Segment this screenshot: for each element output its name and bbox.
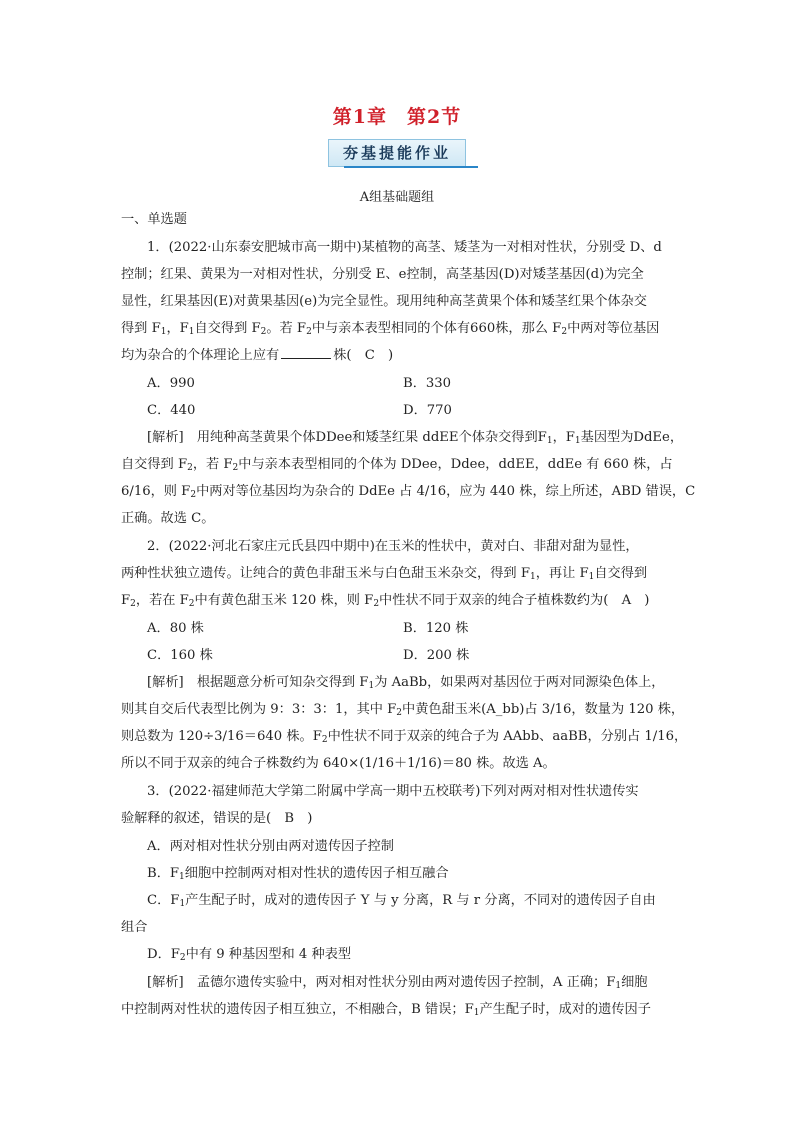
text: 中控制两对性状的遗传因子相互独立，不相融合，B 错误；F [121,1002,474,1017]
text: 均为杂合的个体理论上应有 [121,348,280,363]
text: ，再让 F [535,566,589,581]
subscript: 1 [546,436,553,446]
q3-line-1: 3．(2022·福建师范大学第二附属中学高一期中五校联考)下列对两对相对性状遗传实 [147,784,639,799]
q3-explain-1 [147,973,647,996]
text: 株( C ) [333,348,394,363]
q3-explain-2 [121,1000,651,1023]
subscript: 2 [130,599,136,609]
text: 中与亲本表型相同的个体为 DDee，Ddee，ddEE，ddEe 有 660 株，占 [238,457,673,472]
text: 产生配子时，成对的遗传因子 [479,1002,651,1017]
text: 自交得到 F [194,321,261,336]
text: 基因型为DdEe， [580,430,684,445]
text: 中性状不同于双亲的纯合子为 AAbb、aaBB，分别占 1/16， [327,729,688,744]
subscript: 1 [368,681,375,691]
subscript: 2 [260,327,267,337]
q2-line-1: 2．(2022·河北石家庄元氏县四中期中)在玉米的性状中，黄对白、非甜对甜为显性， [147,539,639,554]
text: ，F [166,321,189,336]
q2-option-c: C．160 株 [147,648,213,663]
q1-option-a: A．990 [147,376,195,391]
q1-explain-3 [121,482,695,505]
text: 中与亲本表型相同的个体有660株，那么 F [311,321,562,336]
q3-line-2: 验解释的叙述，错误的是( B ) [121,811,313,826]
q2-option-b: B．120 株 [403,621,469,636]
q2-explain-2 [121,700,684,723]
q2-option-d: D．200 株 [403,648,470,663]
text: 产生配子时，成对的遗传因子 Y 与 y 分离，R 与 r 分离，不同对的遗传因子自由 [185,893,656,908]
text: 中性状不同于双亲的纯合子植株数约为( A ) [379,593,650,608]
subscript: 1 [529,572,536,582]
subscript: 2 [187,463,193,473]
q2-explain-3 [121,727,687,750]
q1-explain-2 [121,455,673,478]
text: 自交得到 [594,566,648,581]
subscript: 2 [306,327,312,337]
subscript: 2 [232,463,239,473]
q2-option-a: A．80 株 [147,621,204,636]
subscript: 1 [179,899,186,909]
text: 为 AaBb，如果两对基因位于两对同源染色体上， [374,675,665,690]
text: 得到 F [121,321,161,336]
q3-option-a: A．两对相对性状分别由两对遗传因子控制 [147,839,394,854]
text: ，F [552,430,575,445]
text: [解析] 根据题意分析可知杂交得到 F [147,675,369,690]
q1-option-b: B．330 [403,376,452,391]
q1-line-3: 显性，红果基因(E)对黄果基因(e)为完全显性。现用纯种高茎黄果个体和矮茎红果个体杂交 [121,294,647,309]
text: 两种性状独立遗传。让纯合的黄色非甜玉米与白色甜玉米杂交，得到 F [121,566,530,581]
subscript: 2 [188,599,195,609]
q2-line-3 [121,591,649,614]
text: 自交得到 F [121,457,188,472]
text: 。若 F [266,321,307,336]
q1-explain-4: 正确。故选 C。 [121,511,215,526]
subscript: 1 [160,327,167,337]
q3-option-d [147,945,351,968]
q3-option-c-cont: 组合 [121,920,148,935]
text: ，若 F [192,457,233,472]
section-title: 一、单选题 [121,212,187,227]
homework-banner: 夯基提能作业 [328,139,466,167]
text: 细胞中控制两对相对性状的遗传因子相互融合 [184,866,449,881]
subscript: 1 [615,981,622,991]
q2-explain-1 [147,673,664,696]
q1-option-d: D．770 [403,403,452,418]
subscript: 1 [574,436,581,446]
q1-line-4 [121,319,659,342]
q1-explain-1 [147,428,683,451]
q2-explain-4: 所以不同于双亲的纯合子株数约为 640×(1/16＋1/16)＝80 株。故选 A。 [121,756,556,771]
text: 中黄色甜玉米(A_bb)占 3/16，数量为 120 株， [402,702,685,717]
text: 6/16，则 F [121,484,191,499]
q3-option-b [147,864,449,887]
q1-option-c: C．440 [147,403,196,418]
text: 则其自交后代表型比例为 9：3：3：1，其中 F [121,702,397,717]
subscript: 2 [561,327,568,337]
text: 中有 9 种基因型和 4 种表型 [185,947,352,962]
banner-underline [344,166,478,168]
subscript: 1 [588,572,595,582]
subscript: 1 [188,327,195,337]
q1-line-1: 1．(2022·山东泰安肥城市高一期中)某植物的高茎、矮茎为一对相对性状，分别受 D、d [147,240,662,255]
answer-blank [281,346,331,359]
text: 中两对等位基因 [567,321,660,336]
subscript: 2 [321,735,328,745]
text: ，若在 F [135,593,189,608]
text: F [121,593,131,608]
text: 中两对等位基因均为杂合的 DdEe 占 4/16，应为 440 株，综上所述，ABD 错误，C [196,484,696,499]
text: [解析] 用纯种高茎黄果个体DDee和矮茎红果 ddEE个体杂交得到F [147,430,547,445]
subscript: 2 [190,490,197,500]
text: D．F [147,947,180,962]
text: 中有黄色甜玉米 120 株，则 F [194,593,374,608]
chapter-title: 第1章 第2节 [332,106,462,128]
text: B．F [147,866,180,881]
subscript: 2 [396,708,403,718]
q3-option-c [147,891,656,914]
group-title: A组基础题组 [359,190,435,205]
subscript: 2 [373,599,380,609]
subscript: 1 [473,1008,480,1018]
subscript: 2 [179,953,186,963]
text: 细胞 [621,975,648,990]
banner-wrap [0,139,794,167]
subscript: 1 [179,872,185,882]
q1-line-5 [121,346,393,366]
text: C．F [147,893,180,908]
text: 则总数为 120÷3/16＝640 株。F [121,729,322,744]
text: [解析] 孟德尔遗传实验中，两对相对性状分别由两对遗传因子控制，A 正确；F [147,975,616,990]
q1-line-2: 控制；红果、黄果为一对相对性状，分别受 E、e控制，高茎基因(D)对矮茎基因(d)为完全 [121,267,644,282]
q2-line-2 [121,564,647,587]
